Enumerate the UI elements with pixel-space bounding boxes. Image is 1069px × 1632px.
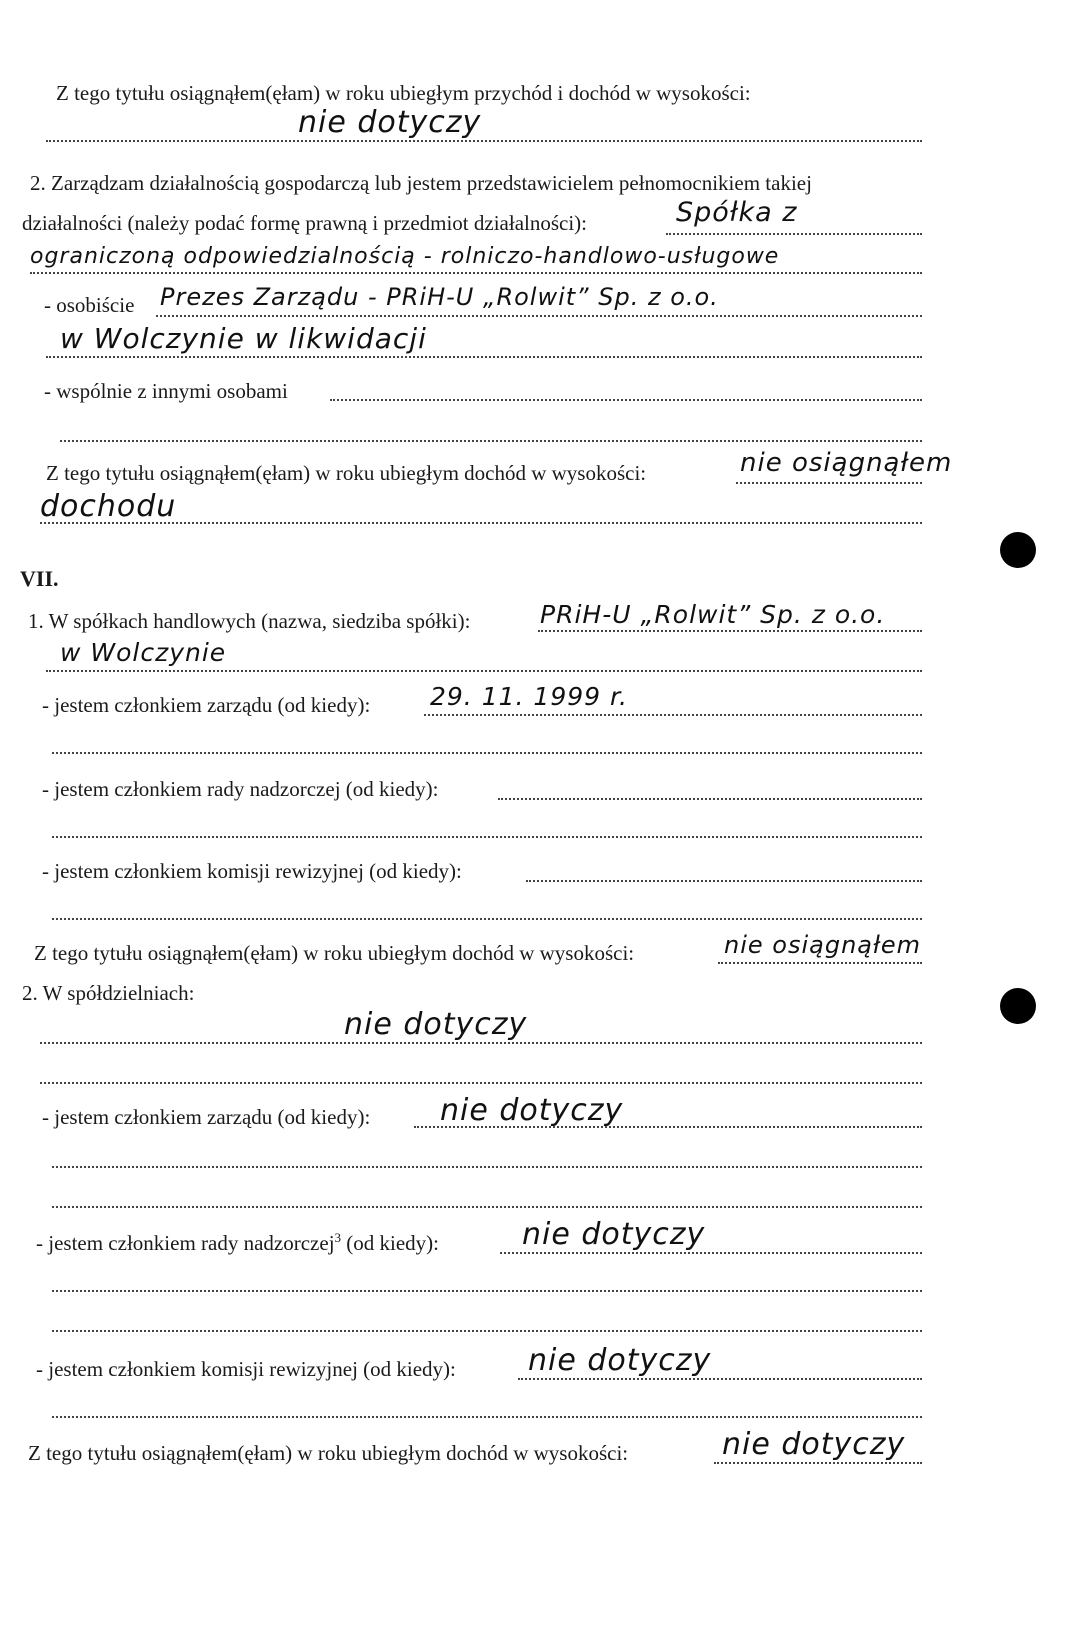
coop-supervisory-text: - jestem członkiem rady nadzorczej: [36, 1231, 335, 1255]
handwritten-answer: nie dotyczy: [722, 1427, 906, 1462]
item2-text-line2: działalności (należy podać formę prawną i przedmiot działalności):: [22, 211, 588, 235]
dotted-line: [156, 315, 922, 317]
handwritten-answer: nie dotyczy: [344, 1007, 528, 1042]
handwritten-answer: nie dotyczy: [298, 105, 482, 140]
punch-hole: [1000, 988, 1036, 1024]
dotted-line: [46, 670, 922, 672]
dotted-line: [52, 1166, 922, 1168]
dotted-line: [52, 1416, 922, 1418]
dotted-line: [40, 1042, 922, 1044]
handwritten-answer: 29. 11. 1999 r.: [430, 682, 628, 711]
section-heading: VII.: [20, 566, 59, 591]
board-label: - jestem członkiem zarządu (od kiedy):: [42, 693, 371, 717]
handwritten-answer: w Wolczynie w likwidacji: [60, 322, 427, 355]
dotted-line: [46, 356, 922, 358]
dotted-line: [498, 798, 922, 800]
dotted-line: [52, 752, 922, 754]
personally-label: - osobiście: [44, 293, 135, 317]
dotted-line: [500, 1252, 922, 1254]
handwritten-answer: dochodu: [40, 489, 177, 524]
dotted-line: [736, 482, 922, 484]
dotted-line: [718, 962, 922, 964]
coop-board-label: - jestem członkiem zarządu (od kiedy):: [42, 1105, 371, 1129]
dotted-line: [52, 1206, 922, 1208]
coop-supervisory-label: [36, 1230, 439, 1256]
handwritten-answer: nie osiągnąłem: [740, 448, 953, 478]
coop-audit-label: - jestem członkiem komisji rewizyjnej (od kiedy):: [36, 1357, 456, 1381]
dotted-line: [52, 1330, 922, 1332]
handwritten-answer: Spółka z: [676, 197, 798, 228]
coop-supervisory-tail: (od kiedy):: [341, 1231, 440, 1255]
audit-label: - jestem członkiem komisji rewizyjnej (od kiedy):: [42, 859, 462, 883]
dotted-line: [518, 1378, 922, 1380]
dotted-line: [52, 1290, 922, 1292]
handwritten-answer: w Wolczynie: [60, 638, 227, 667]
income-label: Z tego tytułu osiągnąłem(ęłam) w roku ubiegłym dochód w wysokości:: [34, 941, 635, 965]
dotted-line: [714, 1462, 922, 1464]
dotted-line: [424, 714, 922, 716]
handwritten-answer: nie osiągnąłem: [724, 931, 922, 959]
dotted-line: [526, 880, 922, 882]
dotted-line: [52, 918, 922, 920]
jointly-label: - wspólnie z innymi osobami: [44, 379, 288, 403]
handwritten-answer: ograniczoną odpowiedzialnością - rolniczo-handlowo-usługowe: [30, 244, 780, 269]
dotted-line: [60, 440, 922, 442]
income-prev-label: Z tego tytułu osiągnąłem(ęłam) w roku ubiegłym przychód i dochód w wysokości:: [56, 81, 751, 105]
item1-label: 1. W spółkach handlowych (nazwa, siedziba spółki):: [28, 609, 471, 633]
supervisory-label: - jestem członkiem rady nadzorczej (od kiedy):: [42, 777, 439, 801]
item2-text-line1: 2. Zarządzam działalnością gospodarczą lub jestem przedstawicielem pełnomocnikiem takiej: [30, 171, 812, 195]
footnote-marker: 3: [334, 1230, 342, 1245]
coop-income-label: Z tego tytułu osiągnąłem(ęłam) w roku ubiegłym dochód w wysokości:: [28, 1441, 629, 1465]
handwritten-answer: nie dotyczy: [440, 1093, 624, 1128]
dotted-line: [330, 399, 922, 401]
handwritten-answer: PRiH-U „Rolwit” Sp. z o.o.: [540, 600, 886, 629]
dotted-line: [40, 1082, 922, 1084]
dotted-line: [666, 233, 922, 235]
handwritten-answer: nie dotyczy: [522, 1217, 706, 1252]
punch-hole: [1000, 532, 1036, 568]
handwritten-answer: Prezes Zarządu - PRiH-U „Rolwit” Sp. z o.o.: [160, 283, 719, 311]
handwritten-answer: nie dotyczy: [528, 1343, 712, 1378]
income-label: Z tego tytułu osiągnąłem(ęłam) w roku ubiegłym dochód w wysokości:: [46, 461, 647, 485]
dotted-line: [46, 140, 922, 142]
item2-label: 2. W spółdzielniach:: [22, 981, 195, 1005]
dotted-line: [52, 836, 922, 838]
